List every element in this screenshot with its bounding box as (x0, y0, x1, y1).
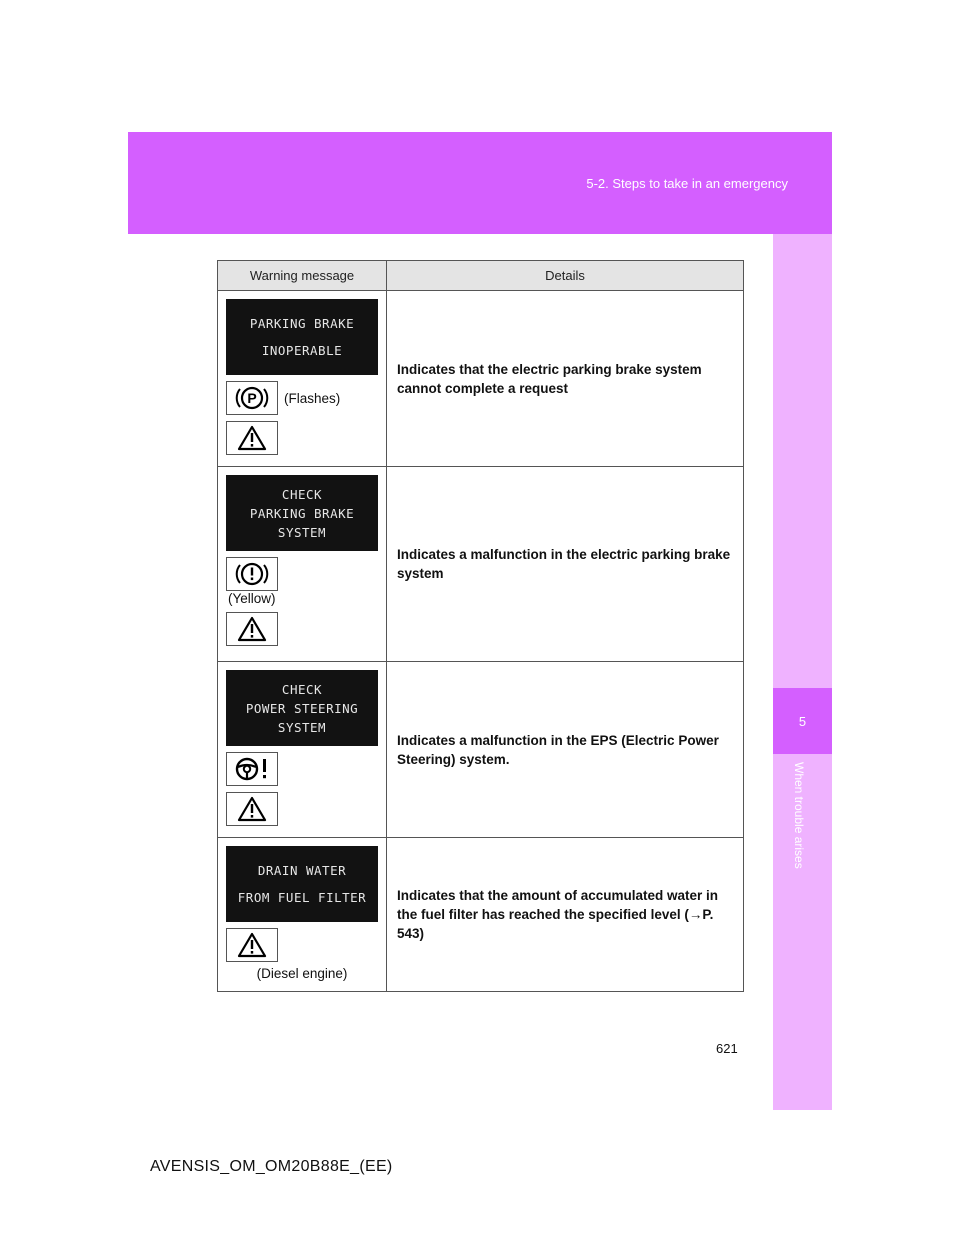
lcd-line: PARKING BRAKE (249, 316, 355, 331)
lcd-line: POWER STEERING (245, 700, 359, 716)
lcd-line: CHECK (281, 681, 323, 697)
lcd-line: SYSTEM (277, 719, 327, 735)
details-cell: Indicates a malfunction in the electric parking brake system (387, 467, 744, 662)
chapter-side-tab (773, 234, 832, 1110)
header-warning-message: Warning message (218, 261, 387, 291)
chapter-label: When trouble arises (792, 762, 806, 869)
warning-triangle-icon (226, 928, 278, 962)
lcd-line: FROM FUEL FILTER (237, 890, 367, 905)
table-header-row (218, 261, 744, 291)
page-number: 621 (716, 1041, 738, 1056)
svg-text:P: P (247, 390, 257, 406)
table-row (218, 838, 744, 992)
details-cell: Indicates that the amount of accumulated water in the fuel filter has reached the specified level (→P. 543) (387, 838, 744, 992)
details-cell: Indicates a malfunction in the EPS (Electric Power Steering) system. (387, 662, 744, 838)
lcd-line: SYSTEM (277, 524, 327, 540)
indicator-row (226, 557, 386, 591)
indicator-note: (Flashes) (284, 390, 341, 406)
brake-system-warning-icon (226, 557, 278, 591)
warning-message-cell (218, 838, 387, 992)
indicator-note: (Yellow) (228, 591, 276, 606)
indicator-row (226, 752, 386, 786)
chapter-header-band (128, 132, 832, 234)
warning-triangle-icon (226, 792, 278, 826)
warning-triangle-icon (226, 421, 278, 455)
warning-message-table (217, 260, 744, 992)
indicator-note: (Diesel engine) (256, 966, 348, 981)
warning-message-cell (218, 291, 387, 467)
table-row (218, 291, 744, 467)
lcd-message-display (226, 670, 378, 746)
lcd-line: INOPERABLE (261, 343, 343, 358)
warning-message-cell (218, 662, 387, 838)
parking-brake-icon (226, 381, 278, 415)
document-code: AVENSIS_OM_OM20B88E_(EE) (150, 1158, 393, 1175)
lcd-message-display (226, 846, 378, 922)
table-row (218, 467, 744, 662)
warning-message-cell (218, 467, 387, 662)
lcd-line: CHECK (281, 486, 323, 502)
lcd-line: DRAIN WATER (257, 863, 347, 878)
lcd-message-display (226, 299, 378, 375)
lcd-line: PARKING BRAKE (249, 505, 355, 521)
section-title: 5-2. Steps to take in an emergency (586, 176, 788, 191)
indicator-row (226, 381, 386, 415)
chapter-number: 5 (773, 688, 832, 754)
details-cell: Indicates that the electric parking brake system cannot complete a request (387, 291, 744, 467)
header-details: Details (387, 261, 744, 291)
lcd-message-display (226, 475, 378, 551)
power-steering-warning-icon (226, 752, 278, 786)
warning-triangle-icon (226, 612, 278, 646)
table-row (218, 662, 744, 838)
